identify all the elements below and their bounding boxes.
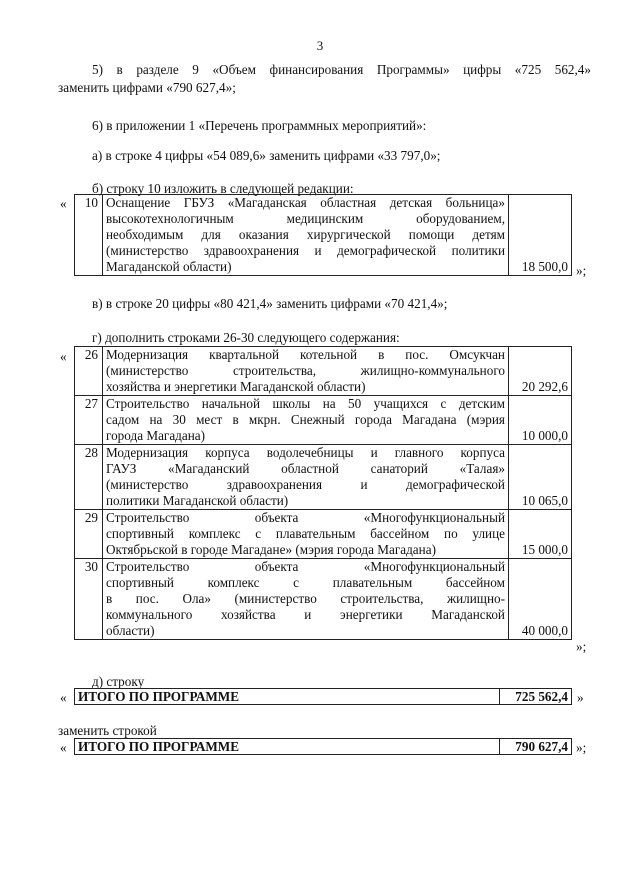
table-b-open-quote: « [60, 196, 67, 211]
row-number: 28 [75, 445, 103, 510]
paragraph-d: д) строку [92, 674, 145, 689]
row-number: 27 [75, 396, 103, 445]
total-new-table [74, 738, 572, 755]
total-old-table [74, 688, 572, 705]
table-row [75, 739, 572, 755]
row-number: 26 [75, 347, 103, 396]
paragraph-b: б) строку 10 изложить в следующей редакции: [92, 181, 354, 196]
paragraph-v: в) в строке 20 цифры «80 421,4» заменить цифрами «70 421,4»; [92, 296, 448, 311]
table-row [75, 396, 572, 445]
total-label: ИТОГО ПО ПРОГРАММЕ [75, 739, 500, 755]
paragraph-5-line-1: 5) в разделе 9 «Объем финансирования Программы» цифры «725 562,4» [92, 62, 591, 77]
replace-label: заменить строкой [58, 723, 157, 738]
table-row [75, 347, 572, 396]
total-label: ИТОГО ПО ПРОГРАММЕ [75, 689, 500, 705]
row-value: 18 500,0 [509, 195, 572, 276]
row-description: Модернизация квартальной котельной в пос. Омсукчан (министерство строительства, жилищно-коммунального хозяйства и энергетики Магаданской области) [103, 347, 509, 396]
paragraph-a: а) в строке 4 цифры «54 089,6» заменить цифрами «33 797,0»; [92, 148, 441, 163]
table-row [75, 445, 572, 510]
total-value: 725 562,4 [500, 689, 572, 705]
row-number: 30 [75, 559, 103, 640]
total-value: 790 627,4 [500, 739, 572, 755]
table-g [74, 346, 572, 640]
paragraph-5-line-2: заменить цифрами «790 627,4»; [58, 80, 236, 95]
table-row [75, 559, 572, 640]
table-row [75, 689, 572, 705]
paragraph-6: 6) в приложении 1 «Перечень программных мероприятий»: [92, 118, 427, 133]
total-new-close-quote: »; [576, 740, 587, 755]
row-value: 10 000,0 [509, 396, 572, 445]
table-g-close-quote: »; [576, 639, 587, 654]
row-description: Модернизация корпуса водолечебницы и главного корпуса ГАУЗ «Магаданский областной санаторий «Талая» (министерство здравоохранения и демографической политики Магаданской области) [103, 445, 509, 510]
row-number: 29 [75, 510, 103, 559]
row-description: Строительство начальной школы на 50 учащихся с детским садом на 30 мест в мкрн. Снежный города Магадана (мэрия города Магадана) [103, 396, 509, 445]
paragraph-g: г) дополнить строками 26-30 следующего содержания: [92, 330, 400, 345]
page-number: 3 [316, 38, 324, 53]
total-old-open-quote: « [60, 690, 67, 705]
row-value: 10 065,0 [509, 445, 572, 510]
table-b [74, 194, 572, 276]
table-row [75, 195, 572, 276]
row-value: 40 000,0 [509, 559, 572, 640]
table-b-close-quote: »; [576, 263, 587, 278]
total-old-close-quote: » [577, 690, 584, 705]
row-description: Строительство объекта «Многофункциональный спортивный комплекс с плавательным бассейном по улице Октябрьской в городе Магадане» (мэрия города Магадана) [103, 510, 509, 559]
table-g-open-quote: « [60, 349, 67, 364]
row-description: Оснащение ГБУЗ «Магаданская областная детская больница» высокотехнологичным медицинским оборудованием, необходимым для оказания хирургической помощи детям (министерство здравоохранения и демографической политики Магаданской области) [103, 195, 509, 276]
total-new-open-quote: « [60, 740, 67, 755]
row-value: 15 000,0 [509, 510, 572, 559]
row-number: 10 [75, 195, 103, 276]
table-row [75, 510, 572, 559]
row-value: 20 292,6 [509, 347, 572, 396]
row-description: Строительство объекта «Многофункциональный спортивный комплекс с плавательным бассейном в пос. Ола» (министерство строительства, жилищно- коммунального хозяйства и энергетики Магаданской области) [103, 559, 509, 640]
